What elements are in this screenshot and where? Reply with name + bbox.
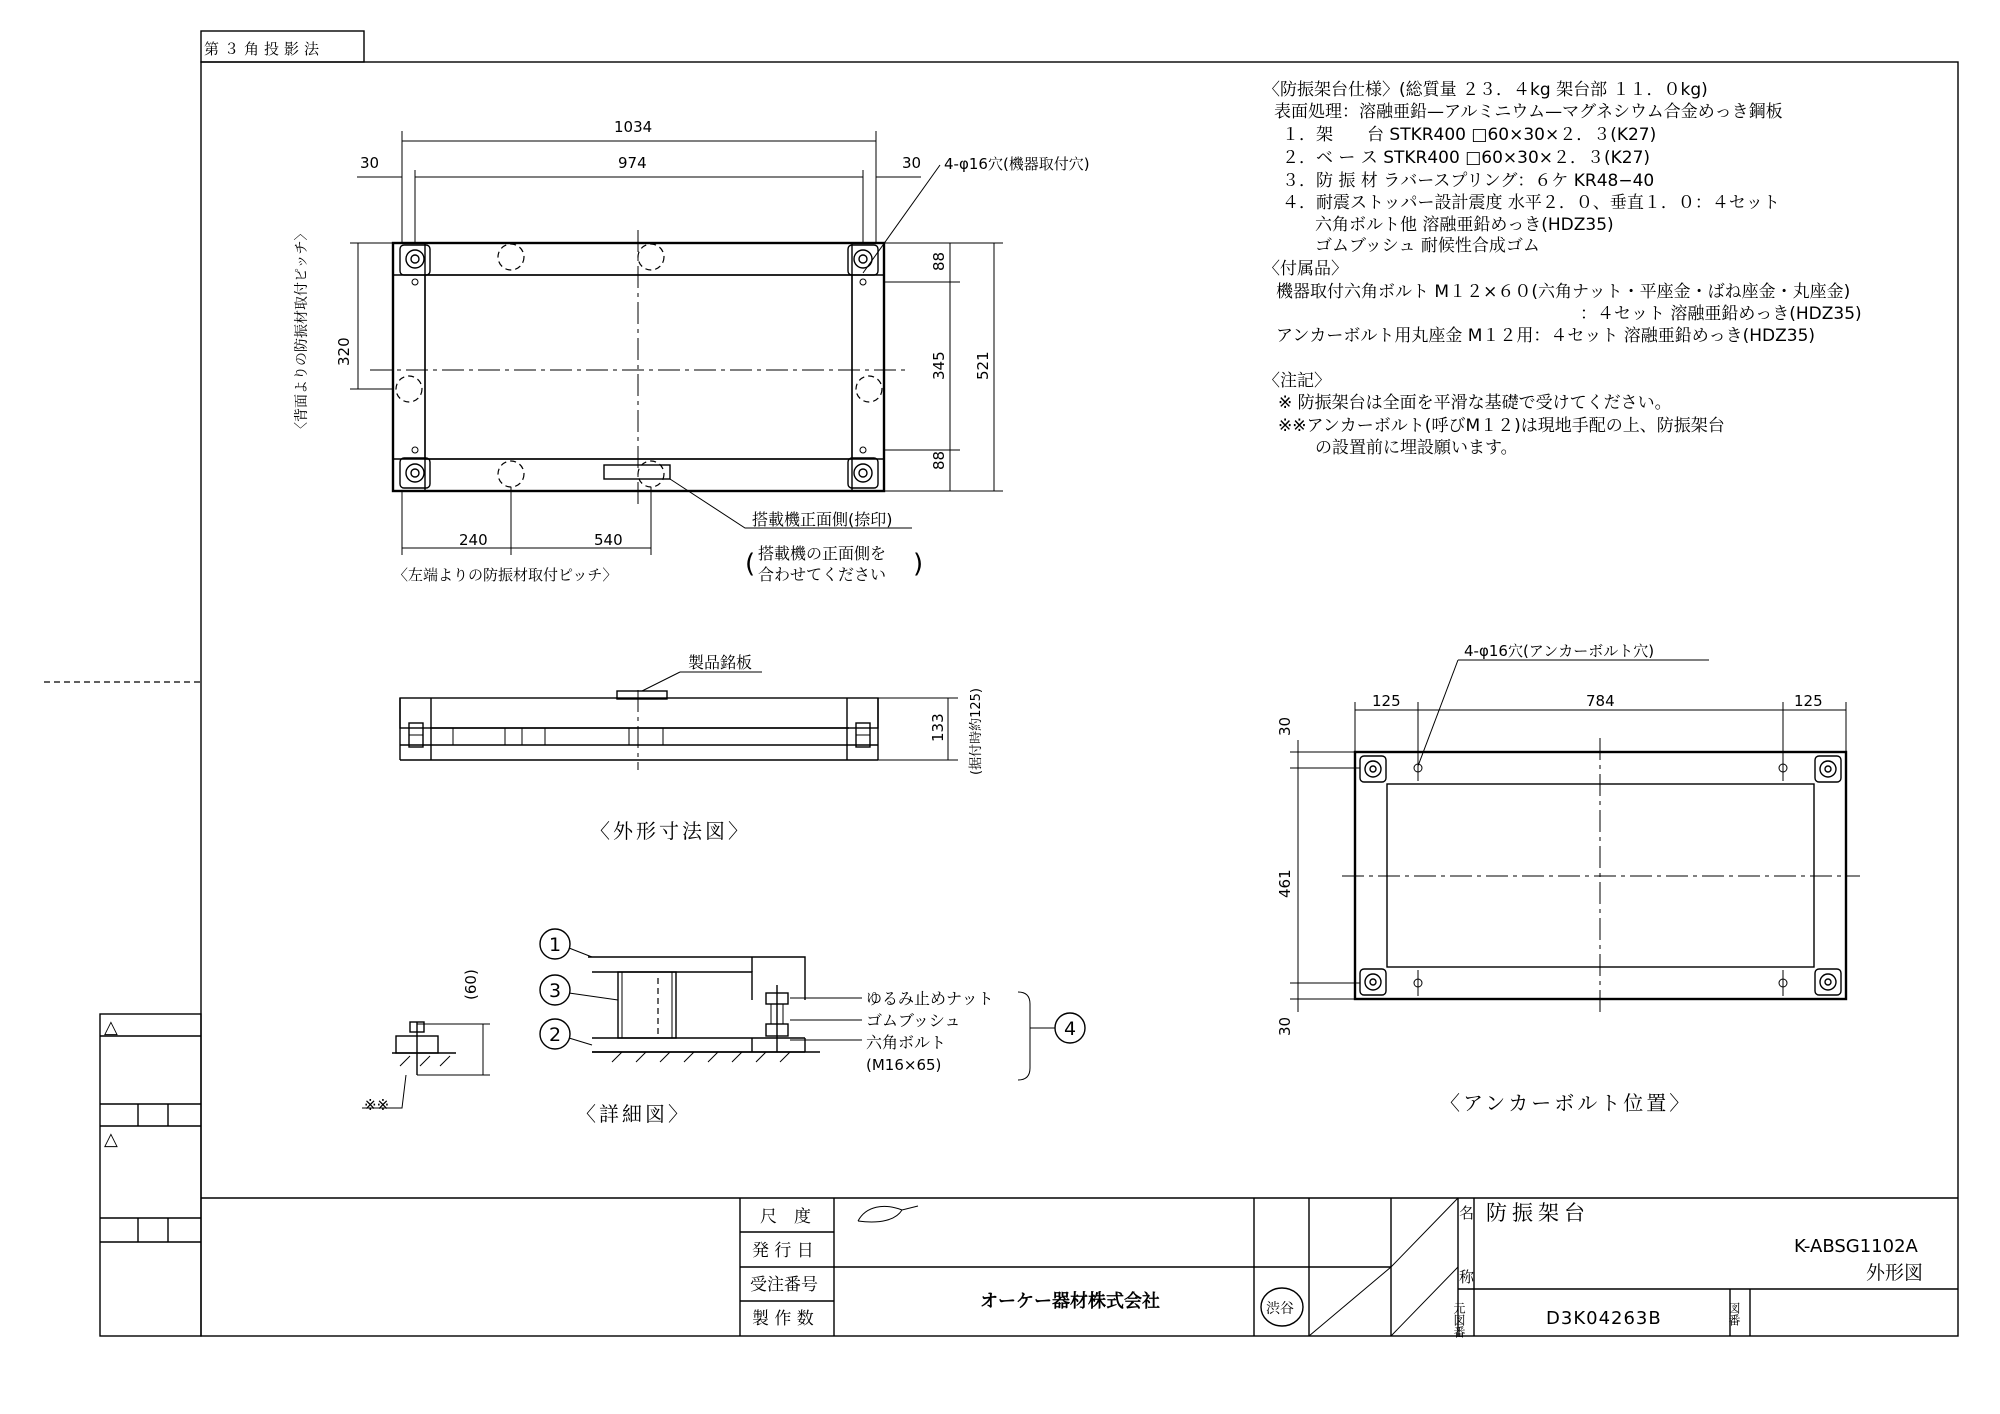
issue-date-label: 発 行 日 [752, 1241, 814, 1261]
spec-line: ：４セット 溶融亜鉛めっき(HDZ35) [1580, 304, 1862, 324]
dim-60: (60) [462, 969, 480, 1000]
anchor-dim-mid: 784 [1586, 692, 1615, 710]
anchor-note-mark: ※※ [364, 1096, 390, 1114]
anchor-dim-left: 125 [1372, 692, 1401, 710]
name-label-top: 名 [1459, 1204, 1475, 1222]
spec-line: 〈防振架台仕様〉(総質量 ２３．４kg 架台部 １１．０kg) [1263, 80, 1708, 100]
drawing-type: 外形図 [1866, 1262, 1924, 1284]
outer-view-caption: 〈外形寸法図〉 [590, 819, 751, 843]
title-block [201, 1198, 1958, 1336]
spec-line: ４．耐震ストッパー設計震度 水平２．０、垂直１．０：４セット [1282, 193, 1780, 213]
spec-line: １．架 台 STKR400 □60×30×２．３(K27) [1282, 125, 1657, 145]
anchor-dim-right: 125 [1794, 692, 1823, 710]
balloon-3: 3 [549, 980, 562, 1002]
dim-height-320: 320 [335, 337, 353, 366]
model-number: K-ABSG1102A [1794, 1236, 1918, 1257]
anchor-dim-bottom: 30 [1276, 1016, 1294, 1036]
label-rubber-bush: ゴムブッシュ [866, 1011, 961, 1030]
dim-bot-88: 88 [930, 450, 948, 470]
projection-method-label: 第３角投影法 [204, 40, 325, 58]
detail-view-caption: 〈詳細図〉 [576, 1102, 691, 1126]
spec-line: 機器取付六角ボルト M１２×６０(六角ナット・平座金・ばね座金・丸座金) [1276, 282, 1851, 302]
dim-height-133: 133 [929, 713, 947, 742]
balloon-2: 2 [549, 1024, 562, 1046]
spec-notes [1263, 79, 1862, 458]
label-hex-bolt: 六角ボルト [866, 1033, 947, 1052]
dim-right-offset: 30 [902, 154, 922, 172]
dim-left-offset: 30 [360, 154, 380, 172]
dim-overall-height: 521 [974, 351, 992, 380]
side-pitch-label: 〈背面よりの防振材取付ピッチ〉 [294, 226, 310, 436]
revision-triangle-icon: △ [104, 1129, 118, 1150]
spec-line: 六角ボルト他 溶融亜鉛めっき(HDZ35) [1315, 215, 1614, 235]
drawing-number-label: 図番 [1727, 1302, 1741, 1326]
spec-line: ※ 防振架台は全面を平滑な基礎で受けてください。 [1278, 393, 1672, 413]
anchor-dim-top: 30 [1276, 716, 1294, 736]
balloon-1: 1 [549, 934, 562, 956]
dim-overall-width: 1034 [614, 118, 653, 136]
anchor-dim-461: 461 [1276, 869, 1294, 898]
spec-line: ２．ベ ー ス STKR400 □60×30×２．３(K27) [1282, 148, 1651, 168]
spec-line: 〈注記〉 [1263, 371, 1331, 391]
dim-inner-width: 974 [618, 154, 647, 172]
scale-label: 尺 度 [760, 1207, 811, 1227]
sheet-frame [44, 31, 1958, 1336]
balloon-4: 4 [1064, 1018, 1077, 1040]
revision-triangle-icon: △ [104, 1017, 118, 1038]
spec-line: 表面処理：溶融亜鉛—アルミニウム—マグネシウム合金めっき鋼板 [1274, 102, 1783, 122]
product-name: 防振架台 [1486, 1201, 1590, 1225]
label-hex-bolt-size: (M16×65) [866, 1056, 942, 1074]
front-side-mark: 搭載機正面側(捺印) [752, 510, 893, 529]
origin-drawing-label: 元図番 [1452, 1302, 1466, 1338]
quantity-label: 製 作 数 [752, 1309, 814, 1329]
dim-pitch-540: 540 [594, 531, 623, 549]
mount-hole-note: 4-φ16穴(機器取付穴) [944, 155, 1090, 173]
spec-line: の設置前に埋設願います。 [1315, 438, 1518, 458]
label-lock-nut: ゆるみ止めナット [866, 989, 994, 1008]
dim-pitch-240: 240 [459, 531, 488, 549]
detail-view [362, 929, 1085, 1108]
anchor-hole-note: 4-φ16穴(アンカーボルト穴) [1464, 642, 1655, 660]
frame-plan-view [350, 131, 1003, 555]
spec-line: ※※アンカーボルト(呼びM１２)は現地手配の上、防振架台 [1278, 416, 1725, 436]
anchor-position-view [1290, 660, 1860, 1015]
origin-drawing-number: D3K04263B [1546, 1308, 1662, 1329]
dim-mid-345: 345 [930, 351, 948, 380]
dim-height-note: (据付時約125) [969, 688, 984, 775]
nameplate-label: 製品銘板 [688, 653, 753, 672]
revision-block [100, 1014, 201, 1336]
front-side-note-line1: 搭載機の正面側を [758, 544, 887, 563]
name-label-bottom: 称 [1459, 1268, 1475, 1286]
spec-line: アンカーボルト用丸座金 M１２用：４セット 溶融亜鉛めっき(HDZ35) [1276, 326, 1816, 346]
spec-line: ゴムブッシュ 耐候性合成ゴム [1315, 236, 1540, 256]
front-side-note-line2: 合わせてください [758, 565, 887, 584]
spec-line: 〈付属品〉 [1263, 259, 1348, 279]
bottom-pitch-label: 〈左端よりの防振材取付ピッチ〉 [393, 566, 618, 584]
dim-top-88: 88 [930, 251, 948, 271]
company-name: オーケー器材株式会社 [980, 1291, 1160, 1312]
anchor-view-caption: 〈アンカーボルト位置〉 [1440, 1091, 1693, 1115]
front-note-paren-open: ( [745, 549, 756, 579]
approval-stamp: 渋谷 [1266, 1301, 1294, 1317]
order-number-label: 受注番号 [750, 1275, 818, 1295]
front-note-paren-close: ) [913, 549, 924, 579]
frame-side-view [400, 672, 958, 770]
spec-line: ３．防 振 材 ラバースプリング：６ケ KR48−40 [1282, 171, 1655, 191]
